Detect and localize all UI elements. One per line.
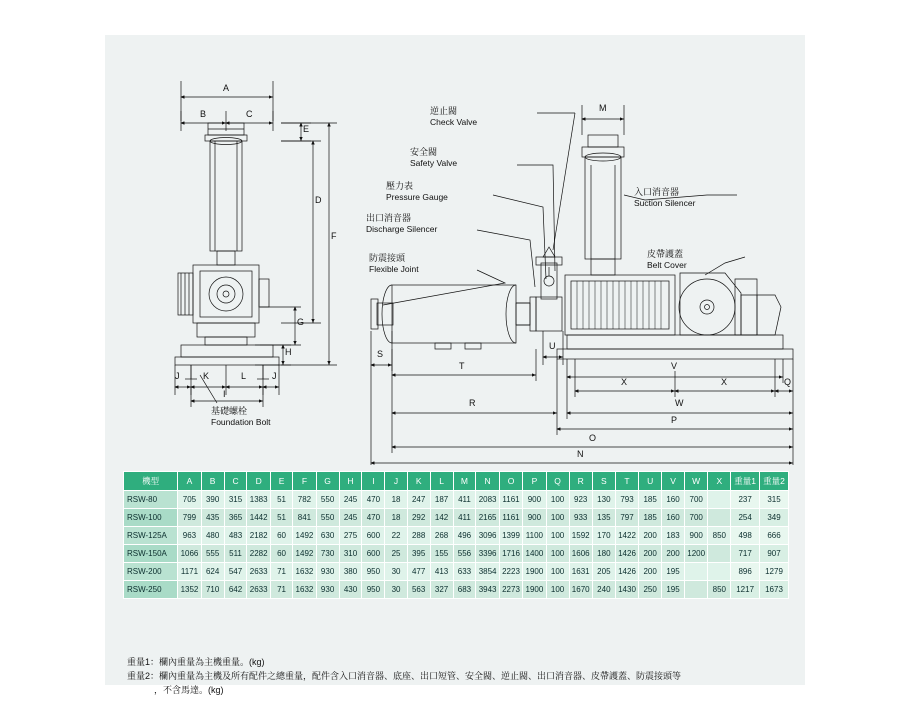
dim-K: K bbox=[203, 371, 210, 381]
cell-V: 183 bbox=[662, 527, 685, 545]
cell-W: 700 bbox=[684, 509, 707, 527]
cell-A: 1171 bbox=[178, 563, 201, 581]
dim-R: R bbox=[469, 398, 476, 408]
dim-X-1: X bbox=[621, 377, 628, 387]
cell-X: 850 bbox=[708, 527, 731, 545]
dim-L: L bbox=[241, 371, 247, 381]
spec-table bbox=[123, 471, 789, 599]
callout-check-valve: 逆止閥 Check Valve bbox=[430, 106, 478, 127]
cell-X: 850 bbox=[708, 581, 731, 599]
cell-model: RSW-100 bbox=[124, 509, 178, 527]
cell-A: 705 bbox=[178, 491, 201, 509]
cell-M: 556 bbox=[453, 545, 476, 563]
cell-L: 413 bbox=[430, 563, 453, 581]
cell-I: 470 bbox=[362, 509, 385, 527]
col-header-G: G bbox=[316, 472, 339, 491]
col-header-D: D bbox=[247, 472, 270, 491]
dim-N: N bbox=[577, 449, 584, 459]
cell-T: 797 bbox=[615, 509, 638, 527]
dim-J-left: J bbox=[175, 371, 180, 381]
cell-C: 642 bbox=[224, 581, 247, 599]
cell-V: 195 bbox=[662, 563, 685, 581]
col-header-N: N bbox=[476, 472, 499, 491]
callout-suction-silencer: 入口消音器 Suction Silencer bbox=[634, 187, 696, 208]
cell-U: 185 bbox=[639, 509, 662, 527]
cell-D: 2633 bbox=[247, 563, 270, 581]
dim-B: B bbox=[200, 109, 207, 119]
cell-Q: 100 bbox=[546, 527, 569, 545]
dim-A: A bbox=[223, 83, 230, 93]
dim-Q: Q bbox=[784, 377, 792, 387]
cell-M: 683 bbox=[453, 581, 476, 599]
col-header-S: S bbox=[592, 472, 615, 491]
cell-V: 160 bbox=[662, 491, 685, 509]
table-row bbox=[124, 545, 789, 563]
dim-F: D bbox=[315, 195, 322, 205]
cell-K: 288 bbox=[407, 527, 430, 545]
cell-Q: 100 bbox=[546, 509, 569, 527]
col-header-I: I bbox=[362, 472, 385, 491]
col-header-V: V bbox=[662, 472, 685, 491]
cell-model: RSW-125A bbox=[124, 527, 178, 545]
cell-I: 950 bbox=[362, 581, 385, 599]
cell-C: 483 bbox=[224, 527, 247, 545]
cell-I: 470 bbox=[362, 491, 385, 509]
cell-C: 365 bbox=[224, 509, 247, 527]
cell-N: 3396 bbox=[476, 545, 499, 563]
cell-U: 200 bbox=[639, 563, 662, 581]
cell-G: 630 bbox=[316, 527, 339, 545]
cell-重量1: 896 bbox=[731, 563, 760, 581]
cell-R: 1670 bbox=[569, 581, 592, 599]
col-header-R: R bbox=[569, 472, 592, 491]
notes-block bbox=[127, 655, 777, 697]
table-body bbox=[124, 491, 789, 599]
callout-discharge-silencer: 出口消音器 Discharge Silencer bbox=[366, 213, 438, 234]
cell-X bbox=[708, 563, 731, 581]
cell-U: 185 bbox=[639, 491, 662, 509]
cell-D: 1383 bbox=[247, 491, 270, 509]
table-row bbox=[124, 491, 789, 509]
cell-A: 963 bbox=[178, 527, 201, 545]
cell-L: 142 bbox=[430, 509, 453, 527]
cell-C: 315 bbox=[224, 491, 247, 509]
cell-重量1: 717 bbox=[731, 545, 760, 563]
dim-G: G bbox=[297, 317, 305, 327]
cell-重量1: 1217 bbox=[731, 581, 760, 599]
cell-F: 1632 bbox=[293, 563, 316, 581]
cell-V: 195 bbox=[662, 581, 685, 599]
col-header-model: 機型 bbox=[124, 472, 178, 491]
cell-N: 2083 bbox=[476, 491, 499, 509]
cell-O: 1161 bbox=[499, 509, 522, 527]
cell-B: 624 bbox=[201, 563, 224, 581]
cell-J: 30 bbox=[385, 563, 407, 581]
cell-G: 550 bbox=[316, 509, 339, 527]
cell-J: 25 bbox=[385, 545, 407, 563]
callout-belt-cover: 皮帶護蓋 Belt Cover bbox=[647, 249, 687, 270]
col-header-J: J bbox=[385, 472, 407, 491]
cell-O: 1716 bbox=[499, 545, 522, 563]
cell-M: 496 bbox=[453, 527, 476, 545]
cell-B: 390 bbox=[201, 491, 224, 509]
dim-W: W bbox=[675, 398, 684, 408]
cell-重量1: 254 bbox=[731, 509, 760, 527]
cell-I: 600 bbox=[362, 527, 385, 545]
cell-E: 71 bbox=[270, 563, 292, 581]
cell-W: 900 bbox=[684, 527, 707, 545]
cell-N: 2165 bbox=[476, 509, 499, 527]
col-header-F: F bbox=[293, 472, 316, 491]
cell-R: 1631 bbox=[569, 563, 592, 581]
cell-P: 900 bbox=[523, 491, 546, 509]
cell-U: 250 bbox=[639, 581, 662, 599]
cell-O: 2273 bbox=[499, 581, 522, 599]
cell-R: 923 bbox=[569, 491, 592, 509]
cell-重量2: 349 bbox=[760, 509, 789, 527]
drawing-sheet bbox=[105, 35, 805, 695]
cell-重量2: 907 bbox=[760, 545, 789, 563]
cell-U: 200 bbox=[639, 545, 662, 563]
note-weight2-cont: ，不含馬達。(kg) bbox=[127, 685, 224, 695]
cell-T: 1422 bbox=[615, 527, 638, 545]
cell-J: 18 bbox=[385, 491, 407, 509]
cell-T: 1430 bbox=[615, 581, 638, 599]
cell-K: 292 bbox=[407, 509, 430, 527]
col-header-W: W bbox=[684, 472, 707, 491]
cell-C: 547 bbox=[224, 563, 247, 581]
cell-P: 900 bbox=[523, 509, 546, 527]
dim-S: S bbox=[377, 349, 384, 359]
cell-X bbox=[708, 509, 731, 527]
cell-B: 480 bbox=[201, 527, 224, 545]
cell-model: RSW-250 bbox=[124, 581, 178, 599]
cell-H: 275 bbox=[339, 527, 362, 545]
cell-R: 1592 bbox=[569, 527, 592, 545]
cell-A: 799 bbox=[178, 509, 201, 527]
dim-M: M bbox=[599, 103, 607, 113]
cell-H: 380 bbox=[339, 563, 362, 581]
cell-B: 435 bbox=[201, 509, 224, 527]
cell-model: RSW-150A bbox=[124, 545, 178, 563]
callout-foundation-bolt: 基礎螺栓 Foundation Bolt bbox=[211, 406, 271, 427]
cell-D: 1442 bbox=[247, 509, 270, 527]
cell-B: 555 bbox=[201, 545, 224, 563]
cell-G: 930 bbox=[316, 563, 339, 581]
cell-G: 550 bbox=[316, 491, 339, 509]
cell-E: 51 bbox=[270, 509, 292, 527]
cell-L: 187 bbox=[430, 491, 453, 509]
cell-K: 247 bbox=[407, 491, 430, 509]
cell-D: 2182 bbox=[247, 527, 270, 545]
cell-T: 1426 bbox=[615, 545, 638, 563]
spec-table-container bbox=[123, 471, 789, 599]
cell-J: 18 bbox=[385, 509, 407, 527]
cell-F: 1492 bbox=[293, 545, 316, 563]
dim-C: C bbox=[246, 109, 253, 119]
cell-重量2: 666 bbox=[760, 527, 789, 545]
table-row bbox=[124, 563, 789, 581]
note-weight2: 重量2：欄內重量為主機及所有配件之總重量，配件含入口消音器、底座、出口短管、安全閥、逆止閥、出口消音器、皮帶護蓋、防震接頭等 bbox=[127, 671, 682, 681]
dim-V: V bbox=[671, 361, 678, 371]
cell-S: 240 bbox=[592, 581, 615, 599]
cell-重量2: 1673 bbox=[760, 581, 789, 599]
cell-F: 841 bbox=[293, 509, 316, 527]
cell-G: 730 bbox=[316, 545, 339, 563]
cell-F: 1492 bbox=[293, 527, 316, 545]
cell-Q: 100 bbox=[546, 545, 569, 563]
cell-E: 71 bbox=[270, 581, 292, 599]
drawing-svg bbox=[105, 35, 805, 465]
col-header-O: O bbox=[499, 472, 522, 491]
col-header-重量2: 重量2 bbox=[760, 472, 789, 491]
dim-X-2: X bbox=[721, 377, 728, 387]
dim-J-right: J bbox=[272, 371, 277, 381]
cell-H: 245 bbox=[339, 491, 362, 509]
cell-U: 200 bbox=[639, 527, 662, 545]
col-header-B: B bbox=[201, 472, 224, 491]
cell-A: 1352 bbox=[178, 581, 201, 599]
dim-H: H bbox=[285, 347, 292, 357]
cell-F: 1632 bbox=[293, 581, 316, 599]
col-header-U: U bbox=[639, 472, 662, 491]
dim-U: U bbox=[549, 341, 556, 351]
cell-K: 563 bbox=[407, 581, 430, 599]
callout-pressure-gauge: 壓力表 Pressure Gauge bbox=[386, 181, 448, 202]
cell-Q: 100 bbox=[546, 491, 569, 509]
cell-V: 160 bbox=[662, 509, 685, 527]
cell-G: 930 bbox=[316, 581, 339, 599]
cell-重量2: 1279 bbox=[760, 563, 789, 581]
table-row bbox=[124, 581, 789, 599]
col-header-T: T bbox=[615, 472, 638, 491]
col-header-重量1: 重量1 bbox=[731, 472, 760, 491]
cell-L: 327 bbox=[430, 581, 453, 599]
dim-E: E bbox=[303, 124, 310, 134]
col-header-H: H bbox=[339, 472, 362, 491]
col-header-M: M bbox=[453, 472, 476, 491]
cell-P: 1900 bbox=[523, 581, 546, 599]
dim-P: P bbox=[671, 415, 678, 425]
cell-K: 477 bbox=[407, 563, 430, 581]
cell-重量2: 315 bbox=[760, 491, 789, 509]
cell-P: 1900 bbox=[523, 563, 546, 581]
cell-T: 1426 bbox=[615, 563, 638, 581]
cell-P: 1400 bbox=[523, 545, 546, 563]
cell-V: 200 bbox=[662, 545, 685, 563]
cell-D: 2282 bbox=[247, 545, 270, 563]
cell-B: 710 bbox=[201, 581, 224, 599]
cell-S: 205 bbox=[592, 563, 615, 581]
cell-H: 245 bbox=[339, 509, 362, 527]
cell-S: 170 bbox=[592, 527, 615, 545]
cell-L: 155 bbox=[430, 545, 453, 563]
cell-X bbox=[708, 545, 731, 563]
cell-F: 782 bbox=[293, 491, 316, 509]
technical-drawing bbox=[105, 35, 805, 465]
cell-Q: 100 bbox=[546, 563, 569, 581]
cell-D: 2633 bbox=[247, 581, 270, 599]
cell-L: 268 bbox=[430, 527, 453, 545]
dim-O: O bbox=[589, 433, 597, 443]
cell-K: 395 bbox=[407, 545, 430, 563]
cell-重量1: 498 bbox=[731, 527, 760, 545]
col-header-E: E bbox=[270, 472, 292, 491]
cell-S: 180 bbox=[592, 545, 615, 563]
col-header-P: P bbox=[523, 472, 546, 491]
cell-C: 511 bbox=[224, 545, 247, 563]
cell-W: 1200 bbox=[684, 545, 707, 563]
cell-I: 600 bbox=[362, 545, 385, 563]
col-header-A: A bbox=[178, 472, 201, 491]
cell-W: 700 bbox=[684, 491, 707, 509]
cell-N: 3854 bbox=[476, 563, 499, 581]
cell-E: 60 bbox=[270, 545, 292, 563]
cell-M: 633 bbox=[453, 563, 476, 581]
cell-H: 430 bbox=[339, 581, 362, 599]
dim-I: I bbox=[223, 389, 226, 399]
cell-E: 60 bbox=[270, 527, 292, 545]
table-row bbox=[124, 509, 789, 527]
cell-O: 1399 bbox=[499, 527, 522, 545]
table-row bbox=[124, 527, 789, 545]
cell-N: 3943 bbox=[476, 581, 499, 599]
col-header-L: L bbox=[430, 472, 453, 491]
col-header-C: C bbox=[224, 472, 247, 491]
cell-E: 51 bbox=[270, 491, 292, 509]
cell-R: 933 bbox=[569, 509, 592, 527]
cell-R: 1606 bbox=[569, 545, 592, 563]
cell-W bbox=[684, 563, 707, 581]
cell-S: 135 bbox=[592, 509, 615, 527]
cell-H: 310 bbox=[339, 545, 362, 563]
callout-safety-valve: 安全閥 Safety Valve bbox=[410, 147, 458, 168]
cell-重量1: 237 bbox=[731, 491, 760, 509]
table-header-row bbox=[124, 472, 789, 491]
cell-A: 1066 bbox=[178, 545, 201, 563]
callout-flexible-joint: 防震接頭 Flexible Joint bbox=[369, 253, 419, 274]
cell-W bbox=[684, 581, 707, 599]
col-header-K: K bbox=[407, 472, 430, 491]
cell-S: 130 bbox=[592, 491, 615, 509]
cell-J: 30 bbox=[385, 581, 407, 599]
col-header-Q: Q bbox=[546, 472, 569, 491]
cell-M: 411 bbox=[453, 491, 476, 509]
cell-P: 1100 bbox=[523, 527, 546, 545]
cell-Q: 100 bbox=[546, 581, 569, 599]
cell-I: 950 bbox=[362, 563, 385, 581]
dim-T: T bbox=[459, 361, 465, 371]
col-header-X: X bbox=[708, 472, 731, 491]
cell-M: 411 bbox=[453, 509, 476, 527]
cell-model: RSW-80 bbox=[124, 491, 178, 509]
dim-D: F bbox=[331, 231, 337, 241]
cell-J: 22 bbox=[385, 527, 407, 545]
cell-O: 1161 bbox=[499, 491, 522, 509]
cell-T: 793 bbox=[615, 491, 638, 509]
cell-model: RSW-200 bbox=[124, 563, 178, 581]
cell-N: 3096 bbox=[476, 527, 499, 545]
cell-X bbox=[708, 491, 731, 509]
note-weight1: 重量1：欄內重量為主機重量。(kg) bbox=[127, 657, 265, 667]
cell-O: 2223 bbox=[499, 563, 522, 581]
